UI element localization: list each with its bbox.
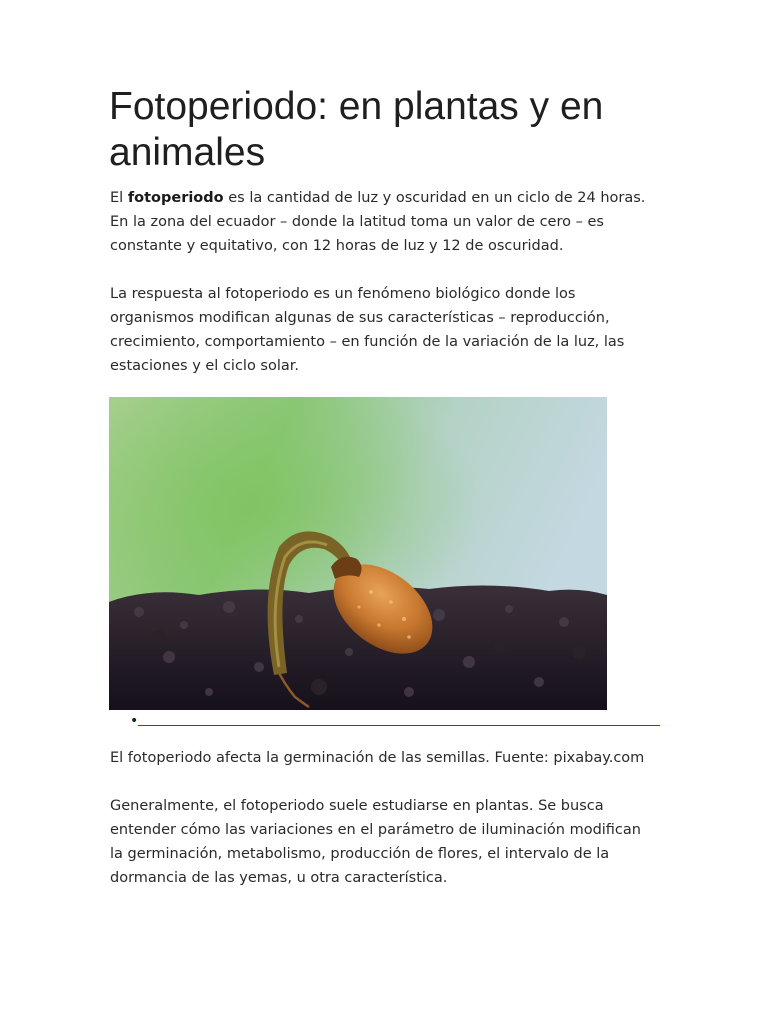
caption-divider (138, 725, 660, 726)
paragraph-intro: El (110, 190, 128, 206)
figure-caption: El fotoperiodo afecta la germinación de las semillas. Fuente: pixabay.com (110, 750, 645, 766)
article-title: Fotoperiodo: en plantas y en animales (109, 85, 604, 174)
paragraph-definition (110, 186, 655, 258)
seedling-photo (109, 397, 607, 710)
bold-term-fotoperiodo: fotoperiodo (127, 190, 224, 206)
list-bullet: • (130, 713, 139, 729)
paragraph-definition-rest: es la cantidad de luz y oscuridad en un ciclo de 24 horas. En la zona del ecuador – donde la latitud toma un valor de cero – es constante y equitativo, con 12 horas de luz y 12 de oscuridad. (110, 190, 646, 254)
paragraph-response: La respuesta al fotoperiodo es un fenómeno biológico donde los organismos modifican algunas de sus características – reproducción, crecimiento, comportamiento – en función de la variación de la luz, las estaciones y el ciclo solar. (110, 286, 625, 374)
paragraph-plants: Generalmente, el fotoperiodo suele estudiarse en plantas. Se busca entender cómo las variaciones en el parámetro de iluminación modifican la germinación, metabolismo, producción de flores, el intervalo de la dormancia de las yemas, u otra característica. (110, 798, 641, 886)
